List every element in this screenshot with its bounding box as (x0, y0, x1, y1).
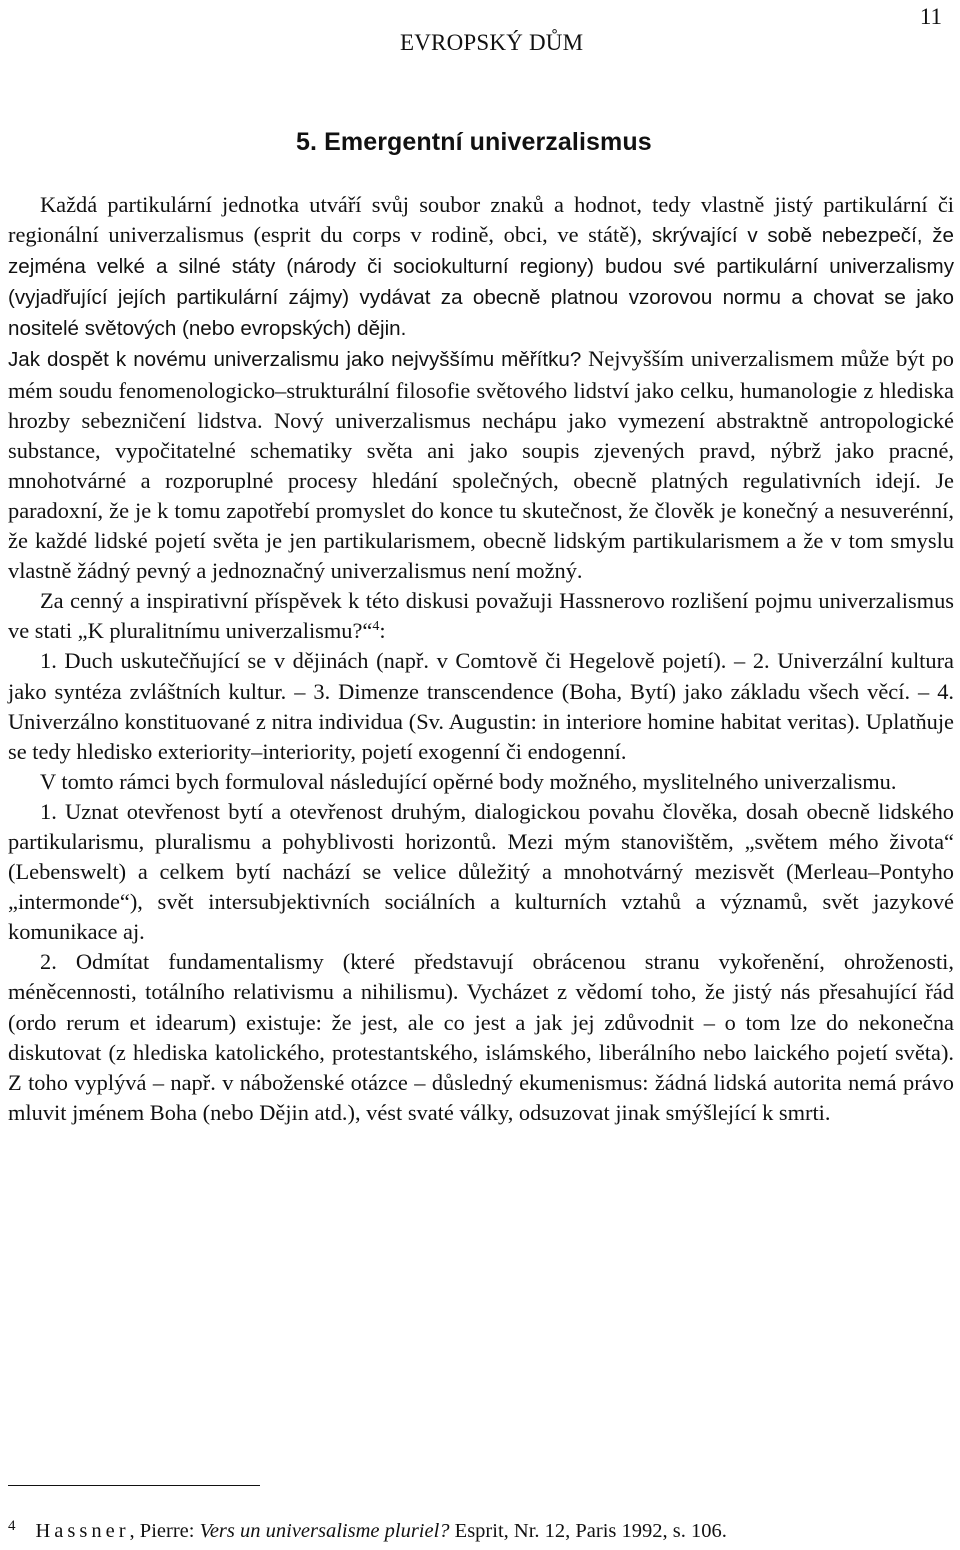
paragraph-5: V tomto rámci bych formuloval následující opěrné body možného, myslitelného univerzalismu. (40, 768, 897, 794)
footnote-source: Esprit, Nr. 12, Paris 1992, s. 106. (449, 1520, 727, 1542)
footnote-author: Hassner (35, 1520, 130, 1542)
paragraph-3-colon: : (379, 618, 386, 644)
footnote-number: 4 (8, 1518, 16, 1534)
paragraph-4: 1. Duch uskutečňující se v dějinách (např. v Comtově či Hegelově pojetí). – 2. Univerzální kultura jako syntéza zvláštních kultur. – 3. Dimenze transcendence (Boha, Bytí) jako základu všech věcí. – 4. Univerzálno konstituované z nitra individua (Sv. Augustin: in interiore homine habitat veritas). Uplatňuje se tedy hledisko exteriority–interiority, pojetí exogenní či endogenní. (8, 648, 954, 764)
paragraph-6: 1. Uznat otevřenost bytí a otevřenost druhým, dialogickou povahu člověka, dosah obecně lidského partikularismu, pluralismu a pohyblivosti horizontů. Mezi mým stanovištěm, „světem mého života“ (Lebenswelt) a celkem bytí nachází se velice důležitý a mnohotvárný mezisvět (Merleau–Pontyho „intermonde“), svět intersubjektivních sociálních a kulturních vztahů a významů, svět jazykové komunikace aj. (8, 798, 954, 945)
running-header: EVROPSKÝ DŮM (400, 30, 584, 55)
paragraph-3-text: Za cenný a inspirativní příspěvek k této diskusi považuji Hassnerovo rozlišení pojmu univerzalismus ve stati „K pluralitnímu univerzalismu?“ (8, 588, 954, 644)
paragraph-3 (8, 586, 954, 646)
paragraph-2-rest: Nejvyšším univerzalismem může být po mém soudu fenomenologicko–strukturální filosofie světového lidství jako celku, humanologie z hlediska hrozby sebezničení lidstva. Nový univerzalismus nechápu jako vymezení abstraktně antropologické substance, vypočitatelné schematiky světa ani jako soupis zjevených pravd, nýbrž jako pracné, mnohotvárné a rozporuplné procesy hledání společných, obecně platných regulativních idejí. Je paradoxní, že je k tomu zapotřebí promyslet do konce tu skutečnost, že člověk je konečný a nesuverénní, že každé lidské pojetí světa je jen partikularismem, obecně lidským partikularismem a že v tom smyslu vlastně žádný pevný a jednoznačný univerzalismus není možný. (8, 346, 954, 584)
paragraph-1-start: Každá partikulární jednotka utváří svůj soubor znaků a hodnot, tedy vlastně jistý partikulární či regionální univerzalismus (esprit du corps v rodině, obci, ve státě), (8, 192, 954, 248)
paragraph-1 (8, 190, 954, 344)
footnote (8, 1513, 954, 1544)
footnote-reference[interactable]: 4 (372, 619, 380, 635)
section-heading: 5. Emergentní univerzalismus (296, 128, 652, 156)
footnote-author-rest: , Pierre: (129, 1520, 200, 1542)
paragraph-2-question: Jak dospět k novému univerzalismu jako nejvyššímu měřítku? (8, 348, 582, 372)
footnote-title: Vers un universalisme pluriel? (199, 1520, 450, 1542)
body-text (8, 190, 954, 1128)
paragraph-2 (8, 344, 954, 586)
paragraph-7: 2. Odmítat fundamentalismy (které představují obrácenou stranu vykořenění, ohroženosti, méněcennosti, totálního relativismu a nihilismu). Vycházet z vědomí toho, že jistý nás přesahující řád (ordo rerum et idearum) existuje: že jest, ale co jest a jak jej zdůvodnit – o tom lze do nekonečna diskutovat (z hlediska katolického, protestantského, islámského, liberálního nebo laického pojetí světa). Z toho vyplývá – např. v náboženské otázce – důsledný ekumenismus: žádná lidská autorita nemá právo mluvit jménem Boha (nebo Dějin atd.), vést svaté války, odsuzovat jinak smýšlející k smrti. (8, 949, 954, 1125)
footnote-divider (8, 1485, 260, 1486)
page-number: 11 (919, 4, 942, 29)
paragraph-1-rest: skrývající v sobě nebezpečí, že zejména velké a silné státy (národy či sociokulturní regiony) budou své partikulární univerzalismy (vyjadřující jejích partikulární zájmy) vydávat za obecně platnou vzorovou normu a chovat se jako nositelé světových (nebo evropských) dějin. (8, 224, 954, 341)
